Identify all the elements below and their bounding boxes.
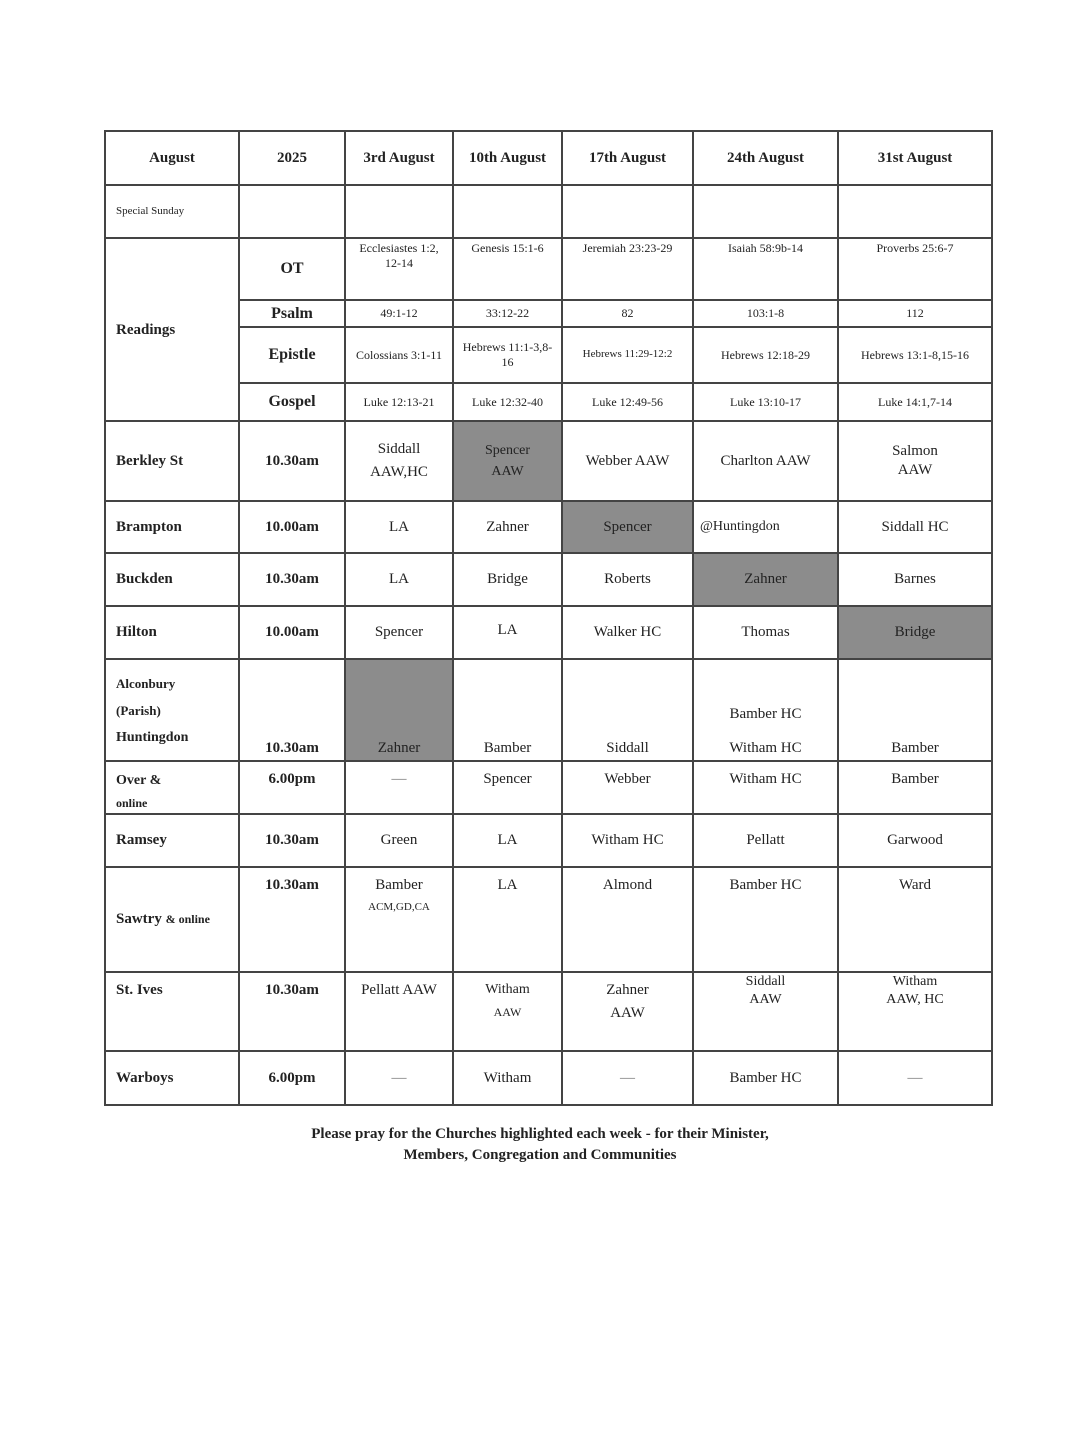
- preacher-cell: Webber AAW: [562, 421, 693, 501]
- church-name: Warboys: [105, 1051, 239, 1105]
- special-sunday-cell: [562, 185, 693, 238]
- preacher-cell: Bamber: [453, 659, 562, 761]
- ot-reading: Ecclesiastes 1:2, 12-14: [345, 238, 453, 300]
- church-row-alconbury-huntingdon: [105, 659, 992, 761]
- church-row-st-ives: [105, 972, 992, 1051]
- service-time: 10.30am: [239, 814, 345, 867]
- church-name: St. Ives: [105, 972, 239, 1051]
- preacher-cell: Bamber: [838, 761, 992, 814]
- prayer-note-line-1: Please pray for the Churches highlighted each week - for their Minister,: [311, 1126, 769, 1142]
- psalm-reading: 112: [838, 300, 992, 327]
- preacher-cell: Spencer: [345, 606, 453, 659]
- epistle-label: Epistle: [239, 327, 345, 383]
- special-sunday-cell: [838, 185, 992, 238]
- preacher-cell: —: [562, 1051, 693, 1105]
- ot-label: OT: [239, 238, 345, 300]
- church-name: Hilton: [105, 606, 239, 659]
- preacher-cell: Bridge: [453, 553, 562, 606]
- rota-table: [104, 130, 993, 1106]
- service-time: 10.30am: [239, 659, 345, 761]
- preacher-cell: LA: [345, 553, 453, 606]
- preacher-cell-highlighted: Bridge: [838, 606, 992, 659]
- special-sunday-cell: [345, 185, 453, 238]
- service-time: 10.30am: [239, 867, 345, 972]
- empty-cell: [239, 185, 345, 238]
- preacher-cell: Garwood: [838, 814, 992, 867]
- preacher-cell: Witham HC: [562, 814, 693, 867]
- preacher-cell: Pellatt: [693, 814, 838, 867]
- church-name: Buckden: [105, 553, 239, 606]
- preacher-cell: Bamber HC Witham HC: [693, 659, 838, 761]
- church-row-sawtry: [105, 867, 992, 972]
- church-row-buckden: [105, 553, 992, 606]
- preacher-cell: Siddall HC: [838, 501, 992, 553]
- preacher-cell: —: [345, 1051, 453, 1105]
- preacher-cell: Salmon AAW: [838, 421, 992, 501]
- preacher-cell: Bamber ACM,GD,CA: [345, 867, 453, 972]
- service-time: 10.00am: [239, 501, 345, 553]
- preacher-cell: LA: [345, 501, 453, 553]
- date-header: 17th August: [562, 131, 693, 185]
- preacher-cell-highlighted: Zahner: [693, 553, 838, 606]
- preacher-cell: Zahner: [453, 501, 562, 553]
- prayer-note: [0, 1124, 1080, 1166]
- gospel-label: Gospel: [239, 383, 345, 421]
- preacher-cell-highlighted: Spencer: [562, 501, 693, 553]
- psalm-label: Psalm: [239, 300, 345, 327]
- special-sunday-cell: [453, 185, 562, 238]
- church-name: Alconbury (Parish) Huntingdon: [105, 659, 239, 761]
- psalm-reading: 49:1-12: [345, 300, 453, 327]
- service-time: 10.00am: [239, 606, 345, 659]
- preacher-cell-highlighted: Zahner: [345, 659, 453, 761]
- preacher-cell: Siddall AAW,HC: [345, 421, 453, 501]
- preacher-cell: Witham HC: [693, 761, 838, 814]
- preacher-cell: Bamber HC: [693, 867, 838, 972]
- church-name: Ramsey: [105, 814, 239, 867]
- preacher-cell: Bamber: [838, 659, 992, 761]
- preacher-cell: Witham AAW, HC: [838, 972, 992, 1051]
- preacher-cell: Siddall AAW: [693, 972, 838, 1051]
- preacher-cell: Walker HC: [562, 606, 693, 659]
- preacher-cell: Green: [345, 814, 453, 867]
- preacher-cell: LA: [453, 814, 562, 867]
- year-header: 2025: [239, 131, 345, 185]
- preacher-cell: Roberts: [562, 553, 693, 606]
- service-time: 10.30am: [239, 421, 345, 501]
- preacher-cell: Webber: [562, 761, 693, 814]
- service-time: 6.00pm: [239, 761, 345, 814]
- epistle-reading: Colossians 3:1-11: [345, 327, 453, 383]
- readings-label: Readings: [105, 238, 239, 421]
- preacher-cell: Ward: [838, 867, 992, 972]
- epistle-reading: Hebrews 12:18-29: [693, 327, 838, 383]
- epistle-reading: Hebrews 13:1-8,15-16: [838, 327, 992, 383]
- special-sunday-cell: [693, 185, 838, 238]
- church-name: Brampton: [105, 501, 239, 553]
- service-time: 6.00pm: [239, 1051, 345, 1105]
- ot-reading: Jeremiah 23:23-29: [562, 238, 693, 300]
- church-row-brampton: [105, 501, 992, 553]
- church-name: Sawtry & online: [105, 867, 239, 972]
- preacher-cell: Witham AAW: [453, 972, 562, 1051]
- gospel-reading: Luke 14:1,7-14: [838, 383, 992, 421]
- special-sunday-row: [105, 185, 992, 238]
- preacher-cell: Bamber HC: [693, 1051, 838, 1105]
- psalm-reading: 82: [562, 300, 693, 327]
- ot-reading: Genesis 15:1-6: [453, 238, 562, 300]
- date-header: 3rd August: [345, 131, 453, 185]
- reading-row-psalm: [105, 300, 992, 327]
- church-name: Over & online: [105, 761, 239, 814]
- date-header: 31st August: [838, 131, 992, 185]
- church-row-hilton: [105, 606, 992, 659]
- preacher-cell: LA: [453, 606, 562, 659]
- church-name: Berkley St: [105, 421, 239, 501]
- preacher-cell: Witham: [453, 1051, 562, 1105]
- reading-row-ot: [105, 238, 992, 300]
- preacher-cell: Spencer: [453, 761, 562, 814]
- church-row-warboys: [105, 1051, 992, 1105]
- church-row-over: [105, 761, 992, 814]
- prayer-note-line-2: Members, Congregation and Communities: [403, 1147, 677, 1163]
- psalm-reading: 103:1-8: [693, 300, 838, 327]
- preacher-cell: Barnes: [838, 553, 992, 606]
- reading-row-epistle: [105, 327, 992, 383]
- preacher-cell: @Huntingdon: [693, 501, 838, 553]
- preacher-cell: LA: [453, 867, 562, 972]
- service-time: 10.30am: [239, 553, 345, 606]
- preacher-cell: Almond: [562, 867, 693, 972]
- preacher-cell: Charlton AAW: [693, 421, 838, 501]
- gospel-reading: Luke 12:32-40: [453, 383, 562, 421]
- date-header: 24th August: [693, 131, 838, 185]
- month-header: August: [105, 131, 239, 185]
- gospel-reading: Luke 13:10-17: [693, 383, 838, 421]
- header-row: [105, 131, 992, 185]
- ot-reading: Isaiah 58:9b-14: [693, 238, 838, 300]
- ot-reading: Proverbs 25:6-7: [838, 238, 992, 300]
- service-time: 10.30am: [239, 972, 345, 1051]
- preacher-cell-highlighted: Spencer AAW: [453, 421, 562, 501]
- preacher-cell: Siddall: [562, 659, 693, 761]
- preacher-cell: —: [345, 761, 453, 814]
- preacher-cell: —: [838, 1051, 992, 1105]
- gospel-reading: Luke 12:13-21: [345, 383, 453, 421]
- psalm-reading: 33:12-22: [453, 300, 562, 327]
- epistle-reading: Hebrews 11:29-12:2: [562, 327, 693, 383]
- church-row-berkley-st: [105, 421, 992, 501]
- preacher-cell: Thomas: [693, 606, 838, 659]
- church-row-ramsey: [105, 814, 992, 867]
- preacher-cell: Pellatt AAW: [345, 972, 453, 1051]
- date-header: 10th August: [453, 131, 562, 185]
- epistle-reading: Hebrews 11:1-3,8-16: [453, 327, 562, 383]
- gospel-reading: Luke 12:49-56: [562, 383, 693, 421]
- reading-row-gospel: [105, 383, 992, 421]
- preacher-cell: Zahner AAW: [562, 972, 693, 1051]
- special-sunday-label: Special Sunday: [105, 185, 239, 238]
